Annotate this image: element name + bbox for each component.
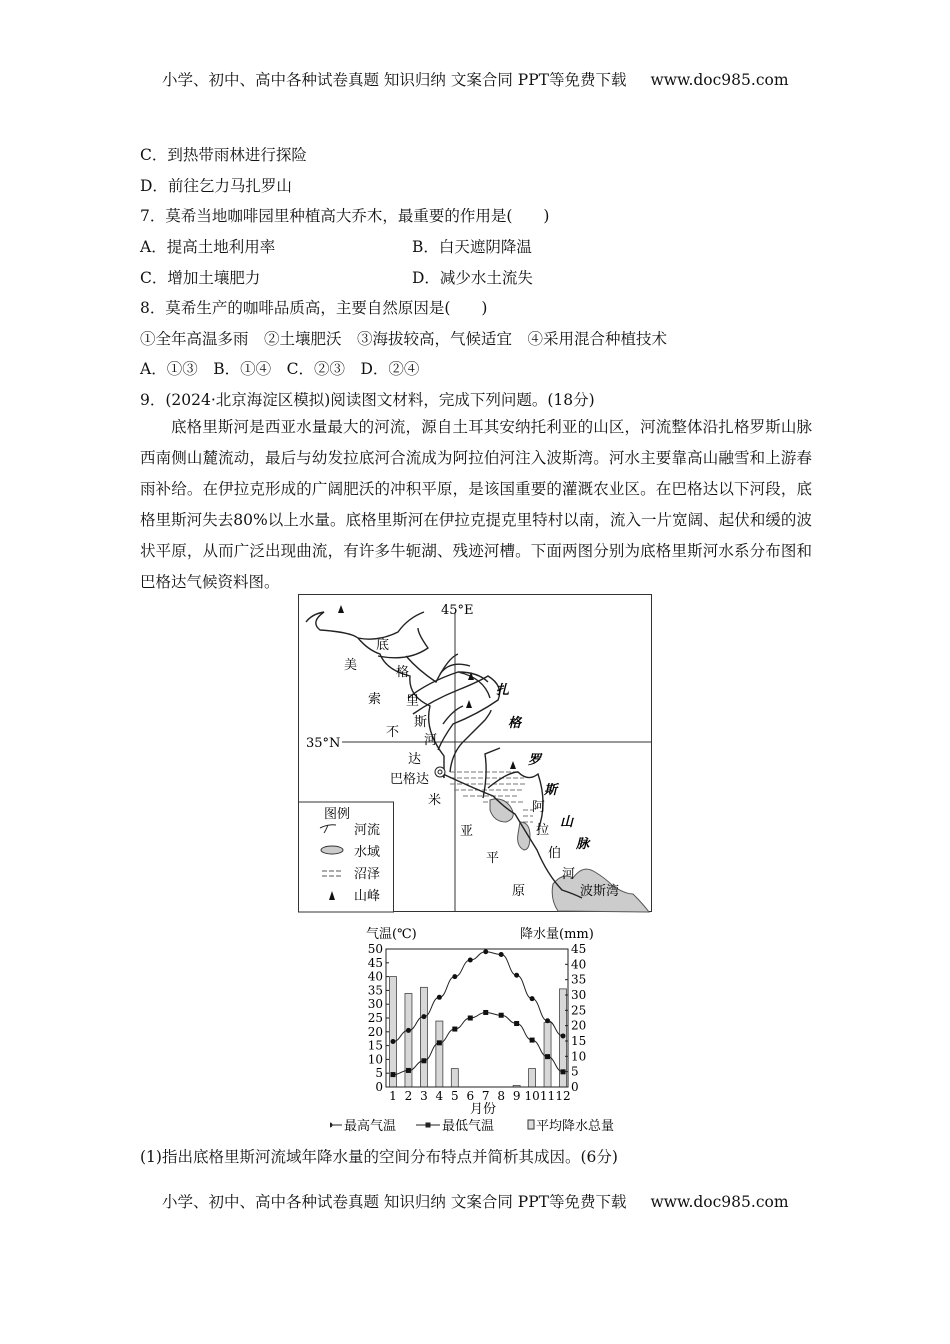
- max-temp-line: [393, 952, 563, 1042]
- y-left-tick-label: 40: [367, 969, 383, 984]
- max-temp-point: [483, 949, 488, 954]
- max-temp-point: [514, 973, 519, 978]
- river-label: 河: [424, 733, 438, 748]
- chart-legend: [330, 1118, 614, 1134]
- y-left-tick-label: 0: [375, 1080, 383, 1094]
- plot-frame: [386, 949, 568, 1087]
- river-label: 底: [376, 638, 390, 653]
- q7-option-b: B．白天遮阴降温: [412, 238, 532, 256]
- min-temp-line: [393, 1012, 563, 1074]
- y-left-label: 气温(℃): [366, 927, 417, 942]
- header-text: 小学、初中、高中各种试卷真题 知识归纳 文案合同 PPT等免费下载: [162, 71, 627, 89]
- region-label: 原: [512, 884, 526, 899]
- mountain-label: 罗: [528, 753, 542, 768]
- y-left-tick-label: 25: [367, 1011, 383, 1025]
- city-label-baghdad: 巴格达: [390, 772, 430, 787]
- arab-river-label: 河: [562, 867, 576, 882]
- y-right-tick-label: 20: [571, 1018, 587, 1033]
- max-temp-point: [421, 1014, 426, 1019]
- region-label: 米: [428, 793, 442, 808]
- min-temp-point: [545, 1054, 550, 1059]
- page-header: [162, 68, 789, 90]
- footer-text: 小学、初中、高中各种试卷真题 知识归纳 文案合同 PPT等免费下载: [162, 1193, 627, 1211]
- x-tick-label: 6: [466, 1089, 475, 1103]
- precip-bar: [436, 1021, 443, 1087]
- x-tick-label: 2: [404, 1089, 413, 1103]
- y-left-tick-label: 15: [367, 1038, 383, 1053]
- legend-marsh: 沼泽: [354, 867, 381, 882]
- precip-bar: [529, 1069, 536, 1087]
- y-left-tick-label: 5: [375, 1066, 383, 1081]
- x-tick-label: 12: [555, 1089, 571, 1103]
- precip-bar: [451, 1069, 458, 1087]
- min-temp-point: [483, 1010, 488, 1015]
- legend-river: 河流: [354, 823, 381, 838]
- min-temp-point: [499, 1013, 504, 1018]
- max-temp-point: [391, 1039, 396, 1044]
- y-right-tick-label: 35: [571, 972, 587, 987]
- q9-paragraph: 底格里斯河是西亚水量最大的河流，源自土耳其安纳托利亚的山区，河流整体沿扎格罗斯山脉西南侧山麓流动，最后与幼发拉底河合流成为阿拉伯河注入波斯湾。河水主要靠高山融雪和上游春雨补给。在伊拉克形成的广阔肥沃的冲积平原，是该国重要的灌溉农业区。在巴格达以下河段，底格里斯河失去80%以上水量。底格里斯河在伊拉克提克里特村以南，流入一片宽阔、起伏和缓的波状平原，从而广泛出现曲流，有许多牛轭湖、残迹河槽。下面两图分别为底格里斯河水系分布图和巴格达气候资料图。: [140, 418, 812, 591]
- river-label: 里: [406, 694, 420, 709]
- max-temp-point: [530, 996, 535, 1001]
- baghdad-marker: [435, 767, 445, 777]
- max-temp-point: [452, 974, 457, 979]
- max-temp-point: [561, 1033, 566, 1038]
- q7-option-d: D．减少水土流失: [412, 269, 533, 287]
- precip-bar: [405, 993, 412, 1087]
- y-right-tick-label: 25: [571, 1003, 587, 1018]
- arab-river-label: 伯: [548, 846, 562, 861]
- legend-precip: 平均降水总量: [536, 1119, 615, 1134]
- legend-title: 图例: [324, 807, 351, 822]
- y-right-label: 降水量(mm): [520, 927, 594, 942]
- tigris-river-map: [298, 594, 652, 914]
- q7-option-a: A．提高土地利用率: [140, 238, 276, 256]
- y-right-tick-label: 10: [571, 1049, 587, 1064]
- y-right-tick-label: 40: [571, 957, 587, 972]
- x-tick-label: 3: [420, 1089, 428, 1103]
- x-tick-label: 1: [389, 1089, 397, 1103]
- arab-river-label: 拉: [536, 823, 550, 838]
- legend-min-temp: 最低气温: [442, 1119, 495, 1134]
- region-label: 美: [344, 658, 358, 673]
- lat-label: 35°N: [306, 736, 341, 751]
- q8-items: ①全年高温多雨 ②土壤肥沃 ③海拔较高，气候适宜 ④采用混合种植技术: [140, 330, 668, 348]
- max-temp-point: [545, 1018, 550, 1023]
- region-label: 平: [486, 851, 500, 866]
- x-tick-label: 7: [481, 1089, 490, 1103]
- y-right-tick-label: 15: [571, 1034, 587, 1048]
- water-legend-icon: [321, 846, 343, 854]
- q7-option-c: C．增加土壤肥力: [140, 269, 261, 287]
- min-temp-point: [530, 1038, 535, 1043]
- river-label: 斯: [414, 715, 428, 730]
- q6-option-c: C．到热带雨林进行探险: [140, 146, 307, 164]
- y-left-tick-label: 45: [367, 955, 383, 970]
- y-left-tick-label: 35: [367, 983, 383, 998]
- header-site: www.doc985.com: [650, 71, 789, 89]
- y-right-tick-label: 45: [571, 942, 587, 956]
- y-left-tick-label: 30: [367, 997, 383, 1012]
- min-temp-point: [391, 1072, 396, 1077]
- q9-sub1: (1)指出底格里斯河流域年降水量的空间分布特点并简析其成因。(6分): [140, 1148, 618, 1166]
- mountain-label: 脉: [576, 837, 590, 852]
- y-right-tick-label: 30: [571, 988, 587, 1002]
- q9-stem: 9．(2024·北京海淀区模拟)阅读图文材料，完成下列问题。(18分): [140, 391, 595, 409]
- page-footer: [162, 1190, 789, 1212]
- min-temp-point: [468, 1016, 473, 1021]
- x-tick-label: 4: [435, 1089, 444, 1103]
- max-temp-point: [468, 958, 473, 963]
- region-label: 不: [386, 725, 400, 740]
- min-temp-point: [437, 1040, 442, 1045]
- x-axis-label: 月份: [470, 1102, 497, 1117]
- mountain-label: 扎: [496, 683, 510, 698]
- x-tick-label: 11: [539, 1089, 556, 1103]
- map-legend: [299, 802, 394, 912]
- mountain-label: 格: [508, 716, 522, 731]
- x-tick-label: 9: [512, 1089, 521, 1103]
- x-tick-label: 5: [450, 1089, 459, 1103]
- q8-stem: 8．莫希生产的咖啡品质高，主要自然原因是( ): [140, 299, 488, 317]
- legend-water: 水域: [354, 845, 381, 860]
- q7-stem: 7．莫希当地咖啡园里种植高大乔木，最重要的作用是( ): [140, 207, 550, 225]
- arab-river-label: 阿: [532, 800, 546, 815]
- baghdad-climate-chart: [330, 920, 650, 1138]
- max-temp-point: [437, 995, 442, 1000]
- lon-label: 45°E: [441, 603, 474, 618]
- min-temp-point: [421, 1058, 426, 1063]
- q6-option-d: D．前往乞力马扎罗山: [140, 177, 292, 195]
- q8-options: A．①③ B．①④ C．②③ D．②④: [140, 360, 420, 378]
- legend-peak: 山峰: [354, 889, 381, 904]
- x-tick-label: 10: [524, 1089, 540, 1103]
- x-tick-label: 8: [497, 1089, 506, 1103]
- min-temp-point: [406, 1068, 411, 1073]
- min-temp-point: [452, 1027, 457, 1032]
- y-left-tick-label: 50: [367, 942, 383, 956]
- y-right-tick-label: 5: [571, 1064, 579, 1079]
- gulf-label: 波斯湾: [580, 884, 620, 899]
- y-left-tick-label: 10: [367, 1052, 383, 1067]
- min-temp-point: [514, 1021, 519, 1026]
- max-temp-point: [406, 1028, 411, 1033]
- precip-bar: [390, 977, 397, 1087]
- footer-site: www.doc985.com: [650, 1193, 789, 1211]
- mountain-label: 斯: [544, 783, 558, 798]
- y-right-tick-label: 0: [571, 1080, 579, 1094]
- region-label: 亚: [460, 824, 474, 839]
- region-label: 索: [368, 692, 382, 707]
- river-label: 格: [396, 665, 410, 680]
- max-temp-point: [499, 952, 504, 957]
- min-temp-point: [561, 1069, 566, 1074]
- mountain-label: 山: [560, 815, 574, 830]
- legend-max-temp: 最高气温: [344, 1119, 397, 1134]
- region-label: 达: [408, 752, 422, 767]
- y-left-tick-label: 20: [367, 1024, 383, 1039]
- precip-bar: [420, 987, 427, 1087]
